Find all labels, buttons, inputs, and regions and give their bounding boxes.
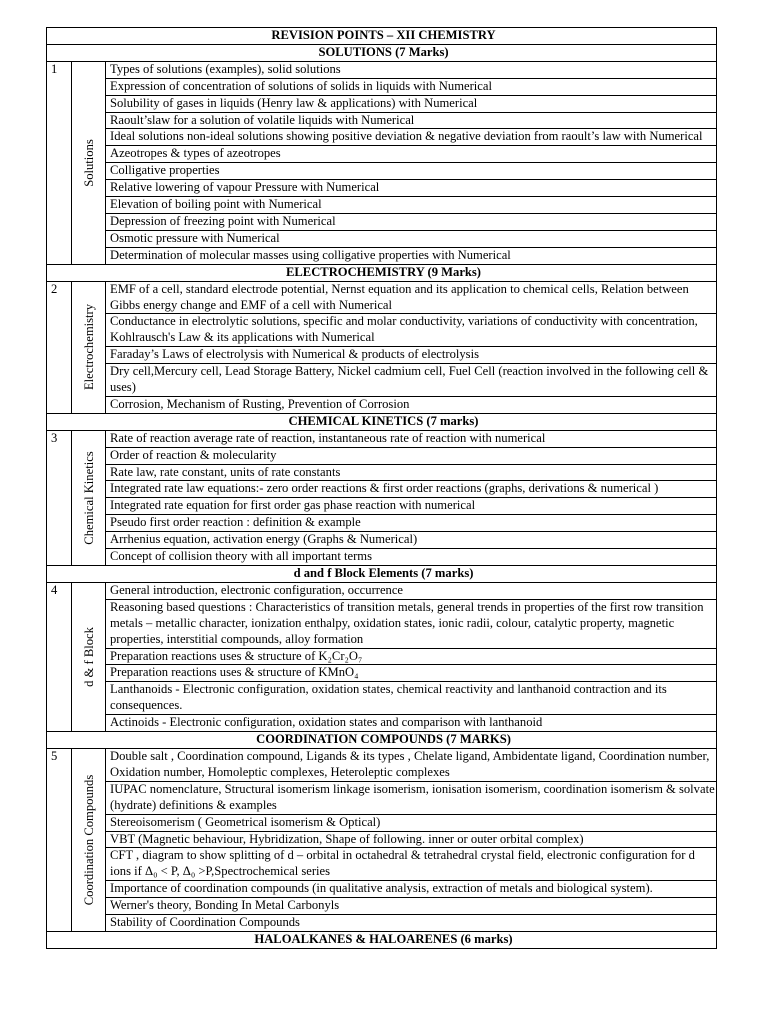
topic-item: Werner's theory, Bonding In Metal Carbonyls [106,898,717,915]
topic-item: EMF of a cell, standard electrode potential, Nernst equation and its application to chemical cells, Relation between Gibbs energy change and EMF of a cell with Numerical [106,281,717,314]
topic-item: Faraday’s Laws of electrolysis with Numerical & products of electrolysis [106,347,717,364]
topic-item: Arrhenius equation, activation energy (Graphs & Numerical) [106,532,717,549]
section-heading-row [47,413,717,430]
topic-item: Rate of reaction average rate of reaction, instantaneous rate of reaction with numerical [106,430,717,447]
topic-item: Lanthanoids - Electronic configuration, oxidation states, chemical reactivity and lanthanoid contraction and its consequences. [106,682,717,715]
topic-item: Preparation reactions uses & structure of KMnO₄ [106,665,717,682]
unit-name: Chemical Kinetics [81,451,96,545]
section-heading: CHEMICAL KINETICS (7 marks) [47,413,717,430]
section-heading: ELECTROCHEMISTRY (9 Marks) [47,264,717,281]
topic-item: Relative lowering of vapour Pressure with Numerical [106,180,717,197]
topic-row [47,498,717,515]
unit-name: Electrochemistry [81,304,96,391]
unit-number: 4 [47,582,72,731]
unit-name-cell [72,61,106,264]
unit-name: Coordination Compounds [81,774,96,906]
topic-item: Raoult’slaw for a solution of volatile liquids with Numerical [106,112,717,129]
topic-item: Osmotic pressure with Numerical [106,230,717,247]
topic-item: Stereoisomerism ( Geometrical isomerism & Optical) [106,814,717,831]
topic-row [47,682,717,715]
topic-item: Importance of coordination compounds (in qualitative analysis, extraction of metals and biological system). [106,881,717,898]
topic-item: Preparation reactions uses & structure of K₂Cr₂O₇ [106,648,717,665]
topic-row [47,549,717,566]
topic-item: Integrated rate law equations:- zero order reactions & first order reactions (graphs, derivations & numerical ) [106,481,717,498]
topic-item: Actinoids - Electronic configuration, oxidation states and comparison with lanthanoid [106,715,717,732]
topic-row [47,582,717,599]
topic-item: IUPAC nomenclature, Structural isomerism linkage isomerism, ionisation isomerism, coordination isomerism & solvate (hydrate) definitions & examples [106,781,717,814]
topic-row [47,347,717,364]
topic-row [47,464,717,481]
topic-row [47,715,717,732]
topic-item: CFT , diagram to show splitting of d – orbital in octahedral & tetrahedral crystal field, electronic configuration for d ions if Δ₀ < P, Δ₀ >P,Spectrochemical series [106,848,717,881]
section-heading-row [47,732,717,749]
section-heading-row [47,44,717,61]
topic-row [47,61,717,78]
unit-name-cell [72,281,106,413]
unit-name: d & f Block [81,627,96,687]
page-title: REVISION POINTS – XII CHEMISTRY [47,28,717,45]
topic-row [47,430,717,447]
unit-name-cell [72,748,106,931]
unit-number: 1 [47,61,72,264]
topic-item: Concept of collision theory with all important terms [106,549,717,566]
topic-row [47,447,717,464]
topic-row [47,364,717,397]
topic-row [47,665,717,682]
topic-row [47,814,717,831]
topic-row [47,112,717,129]
topic-item: Determination of molecular masses using colligative properties with Numerical [106,247,717,264]
topic-row [47,180,717,197]
revision-table [46,27,717,949]
topic-item: Expression of concentration of solutions of solids in liquids with Numerical [106,78,717,95]
unit-name-cell [72,582,106,731]
topic-row [47,831,717,848]
unit-number: 2 [47,281,72,413]
topic-row [47,898,717,915]
topic-row [47,481,717,498]
topic-row [47,314,717,347]
topic-item: Types of solutions (examples), solid solutions [106,61,717,78]
topic-item: Integrated rate equation for first order gas phase reaction with numerical [106,498,717,515]
section-heading: COORDINATION COMPOUNDS (7 MARKS) [47,732,717,749]
topic-item: Rate law, rate constant, units of rate constants [106,464,717,481]
topic-row [47,532,717,549]
topic-row [47,213,717,230]
section-heading: HALOALKANES & HALOARENES (6 marks) [47,931,717,948]
topic-row [47,599,717,648]
topic-row [47,95,717,112]
topic-item: Double salt , Coordination compound, Ligands & its types , Chelate ligand, Ambidentate ligand, Coordination number, Oxidation number, Homoleptic complexes, Heteroleptic complexes [106,748,717,781]
topic-row [47,146,717,163]
topic-item: Depression of freezing point with Numerical [106,213,717,230]
unit-number: 5 [47,748,72,931]
topic-row [47,881,717,898]
topic-row [47,163,717,180]
topic-item: General introduction, electronic configuration, occurrence [106,582,717,599]
unit-name-cell [72,430,106,565]
topic-row [47,129,717,146]
topic-row [47,247,717,264]
topic-item: Corrosion, Mechanism of Rusting, Prevention of Corrosion [106,396,717,413]
section-heading-row [47,264,717,281]
topic-row [47,396,717,413]
topic-row [47,515,717,532]
topic-row [47,230,717,247]
topic-row [47,781,717,814]
topic-item: Azeotropes & types of azeotropes [106,146,717,163]
topic-item: VBT (Magnetic behaviour, Hybridization, Shape of following. inner or outer orbital complex) [106,831,717,848]
topic-item: Conductance in electrolytic solutions, specific and molar conductivity, variations of conductivity with concentration, Kohlrausch's Law & its applications with Numerical [106,314,717,347]
topic-item: Dry cell,Mercury cell, Lead Storage Battery, Nickel cadmium cell, Fuel Cell (reaction involved in the following cell & uses) [106,364,717,397]
unit-name: Solutions [81,138,96,187]
section-heading: d and f Block Elements (7 marks) [47,566,717,583]
section-heading-row [47,931,717,948]
unit-number: 3 [47,430,72,565]
section-heading-row [47,566,717,583]
topic-item: Order of reaction & molecularity [106,447,717,464]
title-row [47,28,717,45]
topic-item: Solubility of gases in liquids (Henry law & applications) with Numerical [106,95,717,112]
topic-row [47,281,717,314]
topic-item: Reasoning based questions : Characteristics of transition metals, general trends in properties of the first row transition metals – metallic character, ionization enthalpy, oxidation states, ionic radii, colour, catalytic property, magnetic properties, interstitial compounds, alloy formation [106,599,717,648]
topic-row [47,748,717,781]
topic-row [47,78,717,95]
topic-item: Ideal solutions non-ideal solutions showing positive deviation & negative deviation from raoult’s law with Numerical [106,129,717,146]
topic-row [47,915,717,932]
topic-row [47,648,717,665]
section-heading: SOLUTIONS (7 Marks) [47,44,717,61]
topic-item: Colligative properties [106,163,717,180]
topic-row [47,197,717,214]
topic-item: Elevation of boiling point with Numerical [106,197,717,214]
revision-table-body [47,28,717,949]
topic-row [47,848,717,881]
topic-item: Stability of Coordination Compounds [106,915,717,932]
topic-item: Pseudo first order reaction : definition & example [106,515,717,532]
